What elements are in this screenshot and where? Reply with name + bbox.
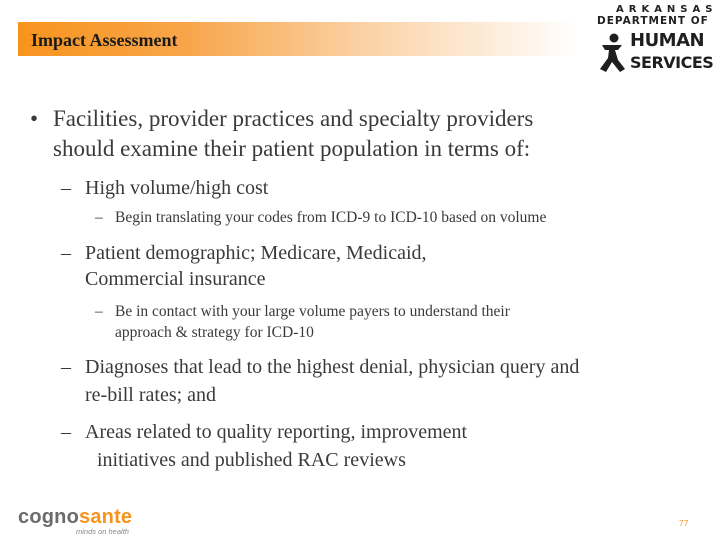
logo-word-services: SERVICES (630, 53, 714, 72)
sub-sub-bullet-marker: – (95, 209, 103, 226)
logo-state-text: ARKANSAS (616, 4, 718, 15)
sub-bullet-1: High volume/high cost (85, 177, 269, 199)
sub-bullet-marker: – (61, 242, 71, 264)
page-number: 77 (679, 518, 689, 528)
sub-sub-bullet-marker: – (95, 303, 103, 320)
bullet-marker: • (30, 106, 39, 131)
logo-part-sante: sante (79, 506, 133, 528)
sub-bullet-4-line-2: initiatives and published RAC reviews (97, 449, 406, 471)
sub-bullet-3-line-1: Diagnoses that lead to the highest denial, physician query and (85, 356, 580, 378)
logo-figure-icon (596, 31, 628, 74)
running-figure-icon (596, 31, 628, 74)
cognosante-logo (18, 506, 132, 529)
sub-bullet-2-line-2: Commercial insurance (85, 268, 266, 290)
sub-bullet-2-line-1: Patient demographic; Medicare, Medicaid, (85, 242, 427, 264)
logo-tagline: minds on health (76, 527, 129, 536)
bullet-1-line-1: Facilities, provider practices and specialty providers (53, 106, 534, 131)
logo-department-text: DEPARTMENT OF (597, 15, 709, 27)
sub-bullet-marker: – (61, 356, 71, 378)
sub-bullet-4-line-1: Areas related to quality reporting, improvement (85, 421, 468, 443)
bullet-1-line-2: should examine their patient population in terms of: (53, 136, 531, 161)
logo-part-cogno: cogno (18, 506, 79, 528)
sub-bullet-2a-line-2: approach & strategy for ICD-10 (115, 324, 314, 341)
sub-bullet-marker: – (61, 177, 71, 199)
sub-bullet-3-line-2: re-bill rates; and (85, 384, 217, 406)
sub-bullet-1a: Begin translating your codes from ICD-9 to ICD-10 based on volume (115, 209, 547, 226)
arkansas-dhs-logo (594, 4, 718, 78)
slide-title: Impact Assessment (31, 30, 178, 50)
sub-bullet-marker: – (61, 421, 71, 443)
sub-bullet-2a-line-1: Be in contact with your large volume payers to understand their (115, 303, 510, 320)
logo-word-human: HUMAN (630, 30, 705, 51)
